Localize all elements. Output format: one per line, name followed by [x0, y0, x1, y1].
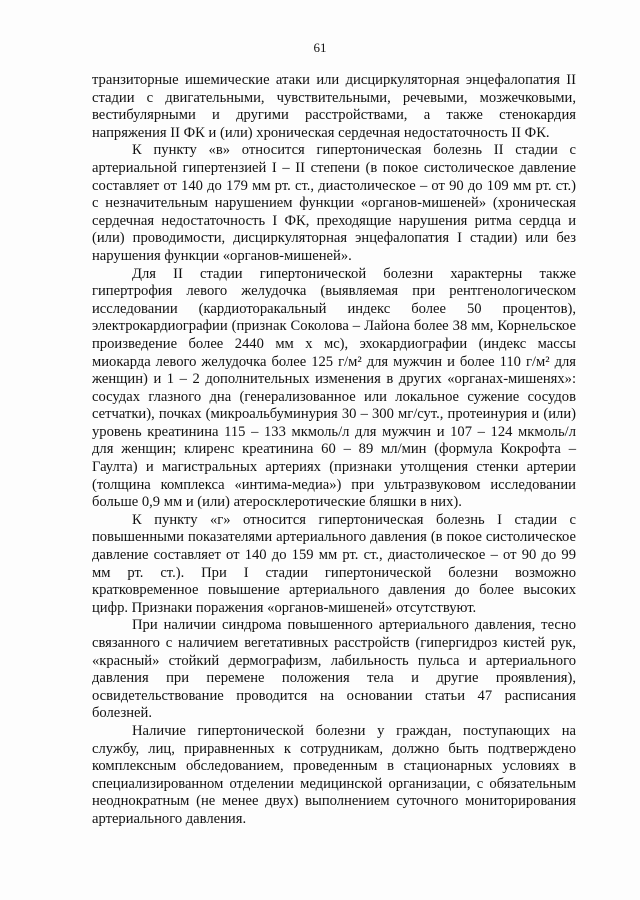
- document-body: [92, 72, 576, 829]
- paragraph-item-g: К пункту «г» относится гипертоническая болезнь I стадии с повышенными показателями артериального давления (в покое систолическое давление составляет от 140 до 159 мм рт. ст., диастолическое – от 90 до 99 мм рт. ст.). При I стадии гипертонической болезни возможно кратковременное повышение артериального давления до более высоких цифр. Признаки поражения «органов-мишеней» отсутствуют.: [92, 511, 576, 616]
- paragraph-vegetative-syndrome: При наличии синдрома повышенного артериального давления, тесно связанного с наличием вегетативных расстройств (гипергидроз кистей рук, «красный» стойкий дермографизм, лабильность пульса и артериального давления при перемене положения тела и другие проявления), освидетельствование проводится на основании статьи 47 расписания болезней.: [92, 617, 576, 722]
- page-number: 61: [313, 40, 327, 55]
- paragraph-item-v: К пункту «в» относится гипертоническая болезнь II стадии с артериальной гипертензией I – II степени (в покое систолическое давление составляет от 140 до 179 мм рт. ст., диастолическое – от 90 до 109 мм рт. ст.) с незначительным нарушением функции «органов-мишеней» (хроническая сердечная недостаточность I ФК, преходящие нарушения ритма сердца и (или) проводимости, дисциркуляторная энцефалопатия I стадии) или без нарушения функции «органов-мишеней».: [92, 142, 576, 264]
- paragraph-continuation: транзиторные ишемические атаки или дисциркуляторная энцефалопатия II стадии с двигательными, чувствительными, речевыми, мозжечковыми, вестибулярными и другими расстройствами, а также стенокардия напряжения II ФК и (или) хроническая сердечная недостаточность II ФК.: [92, 72, 576, 141]
- paragraph-stage-ii-signs: Для II стадии гипертонической болезни характерны также гипертрофия левого желудочка (выявляемая при рентгенологическом исследовании (кардиоторакальный индекс более 50 процентов), электрокардиографии (признак Соколова – Лайона более 38 мм, Корнельское произведение более 2440 мм х мс), эхокардиографии (индекс массы миокарда левого желудочка более 125 г/м² для мужчин и более 110 г/м² для женщин) и 1 – 2 дополнительных изменения в других «органах-мишенях»: сосудах глазного дна (генерализованное или локальное сужение сосудов сетчатки), почках (микроальбуминурия 30 – 300 мг/сут., протеинурия и (или) уровень креатинина 115 – 133 мкмоль/л для мужчин и 107 – 124 мкмоль/л для женщин; клиренс креатинина 60 – 89 мл/мин (формула Кокрофта – Гаулта) и магистральных артериях (признаки утолщения стенки артерии (толщина комплекса «интима-медиа») при ультразвуковом исследовании больше 0,9 мм и (или) атеросклеротические бляшки в них).: [92, 265, 576, 511]
- paragraph-examination-requirement: Наличие гипертонической болезни у граждан, поступающих на службу, лиц, приравненных к сотрудникам, должно быть подтверждено комплексным обследованием, проведенным в стационарных условиях в специализированном отделении медицинской организации, с обязательным неоднократным (не менее двух) выполнением суточного мониторирования артериального давления.: [92, 722, 576, 827]
